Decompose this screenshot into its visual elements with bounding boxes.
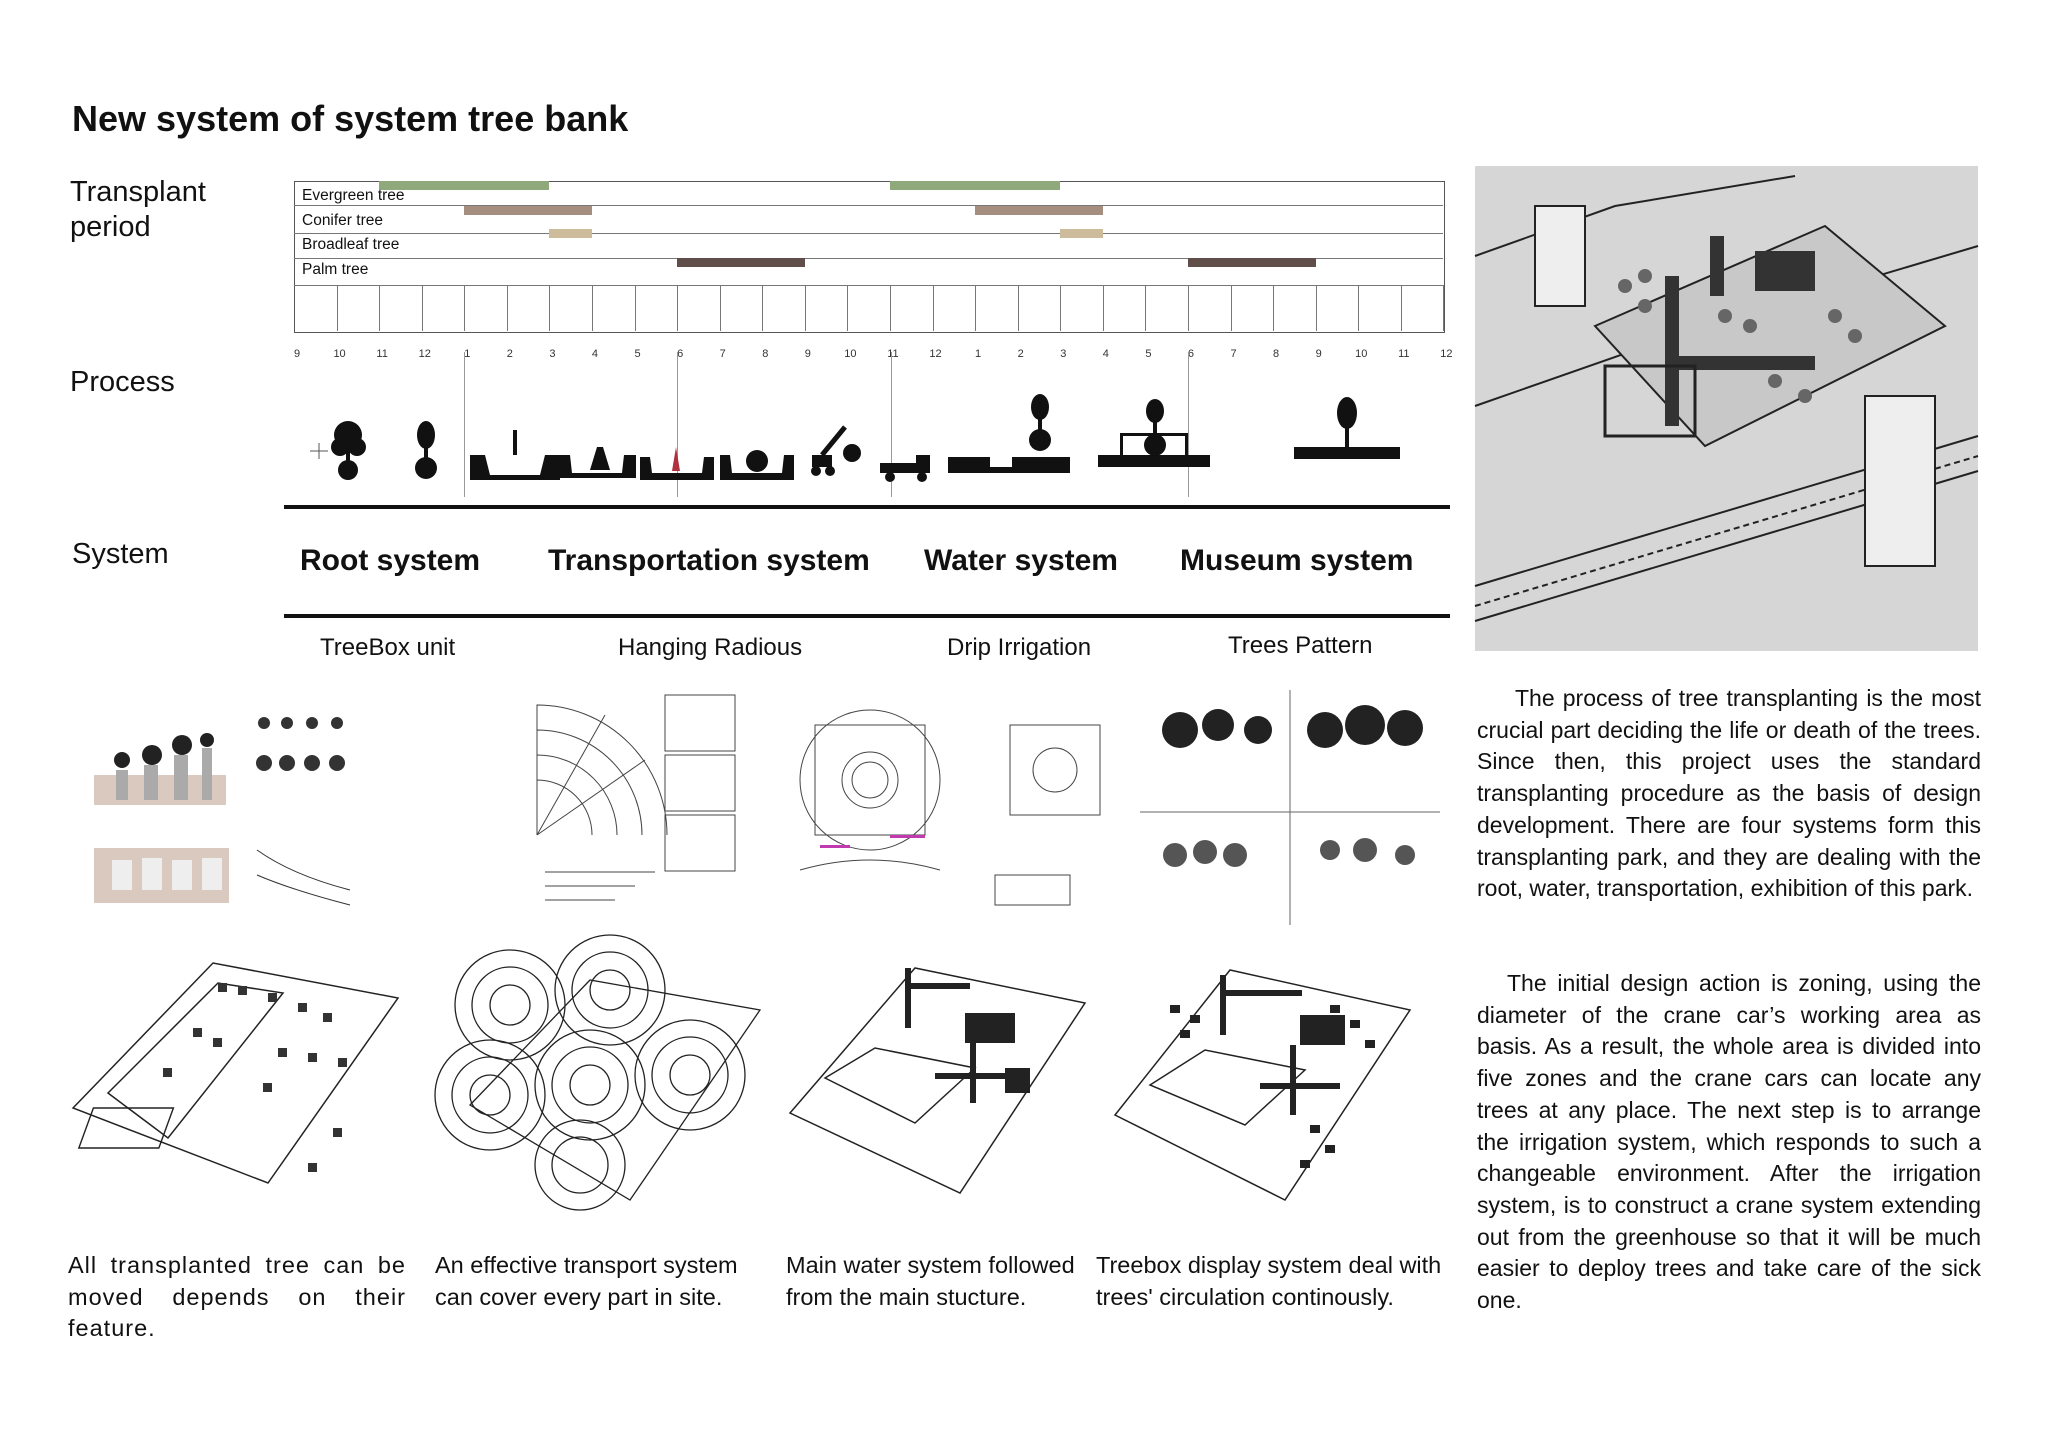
gantt-cell xyxy=(422,285,466,331)
roots-pit-icon xyxy=(558,447,636,478)
gantt-cell xyxy=(294,285,337,331)
caption-transport-system: An effective transport system can cover every part in site. xyxy=(435,1252,738,1310)
drip-irrigation-label: Drip Irrigation xyxy=(947,634,1092,661)
month-tick-label: 11 xyxy=(1398,348,1410,360)
month-tick-label: 6 xyxy=(677,348,684,360)
planting-icon xyxy=(948,394,1070,473)
root-ball-pit-icon xyxy=(720,450,794,480)
root-system-plan xyxy=(68,958,403,1208)
gantt-cell xyxy=(1103,285,1147,331)
month-tick-label: 12 xyxy=(418,348,431,360)
page-title: New system of system tree bank xyxy=(72,98,629,139)
tree-root-icon xyxy=(310,421,366,480)
month-tick-label: 4 xyxy=(1102,348,1109,360)
gantt-cell xyxy=(975,285,1019,331)
gantt-cell xyxy=(1358,285,1402,331)
gantt-cell xyxy=(549,285,593,331)
caption-museum-system: Treebox display system deal with trees' circulation continously. xyxy=(1096,1252,1442,1310)
gantt-cell xyxy=(635,285,679,331)
gantt-cell xyxy=(592,285,636,331)
month-tick-label: 2 xyxy=(1017,348,1024,360)
trees-pattern-label: Trees Pattern xyxy=(1228,632,1373,659)
month-tick-label: 12 xyxy=(1440,348,1453,360)
gantt-bar-conifer-tree xyxy=(975,206,1103,215)
system-rule-top xyxy=(284,505,1450,509)
month-tick-label: 9 xyxy=(1315,348,1322,360)
gantt-bar-broadleaf-tree xyxy=(549,229,592,238)
exhibition-tree-icon xyxy=(1294,397,1400,459)
month-tick-label: 9 xyxy=(293,348,301,360)
month-tick-label: 10 xyxy=(1355,348,1368,360)
treebox-unit-label: TreeBox unit xyxy=(320,634,456,661)
gantt-bar-palm-tree xyxy=(1188,258,1316,267)
transportation-system-heading: Transportation system xyxy=(548,544,870,577)
crane-car-icon xyxy=(811,427,861,476)
gantt-cell xyxy=(464,285,508,331)
hanging-radius-diagram xyxy=(505,690,745,905)
root-system-section-image xyxy=(92,700,352,905)
month-tick-label: 11 xyxy=(887,348,899,360)
tree-ball-icon xyxy=(415,421,437,479)
month-tick-label: 6 xyxy=(1187,348,1195,360)
trees-pattern-diagram xyxy=(1140,690,1440,925)
series-label-palm: Palm tree xyxy=(302,261,369,278)
truck-icon xyxy=(880,455,930,482)
gantt-cell xyxy=(1060,285,1104,331)
transplant-label-line2: period xyxy=(70,211,151,243)
month-tick-label: 10 xyxy=(844,348,857,360)
gantt-cell xyxy=(762,285,806,331)
aerial-site-image xyxy=(1475,166,1978,651)
gantt-cell xyxy=(379,285,423,331)
month-tick-label: 4 xyxy=(591,348,599,360)
gantt-cell xyxy=(337,285,381,331)
gantt-row-line xyxy=(294,233,1443,234)
month-tick-label: 12 xyxy=(929,348,942,360)
process-pictograms xyxy=(300,385,1420,495)
gantt-cell xyxy=(1316,285,1360,331)
dig-pit-icon xyxy=(470,430,560,480)
gantt-cell xyxy=(805,285,849,331)
month-tick-label: 7 xyxy=(719,348,726,360)
gantt-cell xyxy=(1401,285,1445,331)
water-system-heading: Water system xyxy=(924,544,1118,577)
paragraph-design-action: The initial design action is zoning, using the diameter of the crane car’s working area as basis. As a result, the whole area is divided into five zones and the crane cars can locate any trees at any place. The next step is to arrange the irrigation system, which responds to such a changeable environment. After the irrigation system, is to construct a crane system extending out from the greenhouse so that it will be much easier to deploy trees and take care of the sick one. xyxy=(1477,970,1981,1314)
museum-system-plan xyxy=(1110,965,1440,1215)
transport-radius-plan xyxy=(430,945,770,1215)
paragraph-transplant-process: The process of tree transplanting is the most crucial part deciding the life or death of the trees. Since then, this project uses the standard transplanting procedure as the basis of design development. There are four systems form this transplanting park, and they are dealing with the root, water, transportation, exhibition of this park. xyxy=(1477,685,1981,902)
gantt-bar-evergreen-tree xyxy=(890,181,1060,190)
gantt-bar-conifer-tree xyxy=(464,206,592,215)
gantt-cell xyxy=(1273,285,1317,331)
system-rule-bottom xyxy=(284,614,1450,618)
caption-water-system: Main water system followed from the main stucture. xyxy=(786,1252,1075,1310)
hanging-radius-label: Hanging Radious xyxy=(618,634,803,661)
month-tick-label: 10 xyxy=(333,348,346,360)
gantt-bar-evergreen-tree xyxy=(379,181,549,190)
month-tick-label: 3 xyxy=(1060,348,1067,360)
month-tick-label: 5 xyxy=(634,348,641,360)
month-tick-label: 11 xyxy=(376,348,388,360)
series-label-conifer: Conifer tree xyxy=(302,212,383,229)
month-tick-label: 8 xyxy=(762,348,769,360)
gantt-cell xyxy=(507,285,551,331)
greenhouse-planting-icon xyxy=(1098,399,1210,467)
month-tick-label: 5 xyxy=(1145,348,1152,360)
water-system-plan xyxy=(785,958,1095,1213)
gantt-bar-broadleaf-tree xyxy=(1060,229,1103,238)
month-tick-label: 1 xyxy=(464,348,471,360)
gantt-cell xyxy=(890,285,934,331)
month-tick-label: 7 xyxy=(1230,348,1237,360)
gantt-cell xyxy=(847,285,891,331)
transplant-label-line1: Transplant xyxy=(70,176,206,208)
month-tick-label: 2 xyxy=(506,348,513,360)
gantt-cell xyxy=(1188,285,1232,331)
gantt-cell xyxy=(1018,285,1062,331)
caption-root-system: All transplanted tree can be moved depends on their feature. xyxy=(68,1252,406,1341)
process-label: Process xyxy=(70,366,175,398)
root-system-heading: Root system xyxy=(300,544,481,577)
drip-irrigation-diagram xyxy=(790,685,1130,925)
system-label: System xyxy=(72,538,169,570)
roots-red-pit-icon xyxy=(640,447,714,480)
month-tick-label: 3 xyxy=(549,348,556,360)
series-label-broadleaf: Broadleaf tree xyxy=(302,236,400,253)
series-label-evergreen: Evergreen tree xyxy=(302,187,405,204)
gantt-bar-palm-tree xyxy=(677,258,805,267)
museum-system-heading: Museum system xyxy=(1180,544,1414,577)
gantt-cell xyxy=(677,285,721,331)
gantt-cell xyxy=(1145,285,1189,331)
gantt-cell xyxy=(933,285,977,331)
month-tick-label: 9 xyxy=(804,348,811,360)
month-tick-label: 8 xyxy=(1273,348,1280,360)
gantt-cell xyxy=(720,285,764,331)
gantt-cell xyxy=(1231,285,1275,331)
month-tick-label: 1 xyxy=(975,348,982,360)
